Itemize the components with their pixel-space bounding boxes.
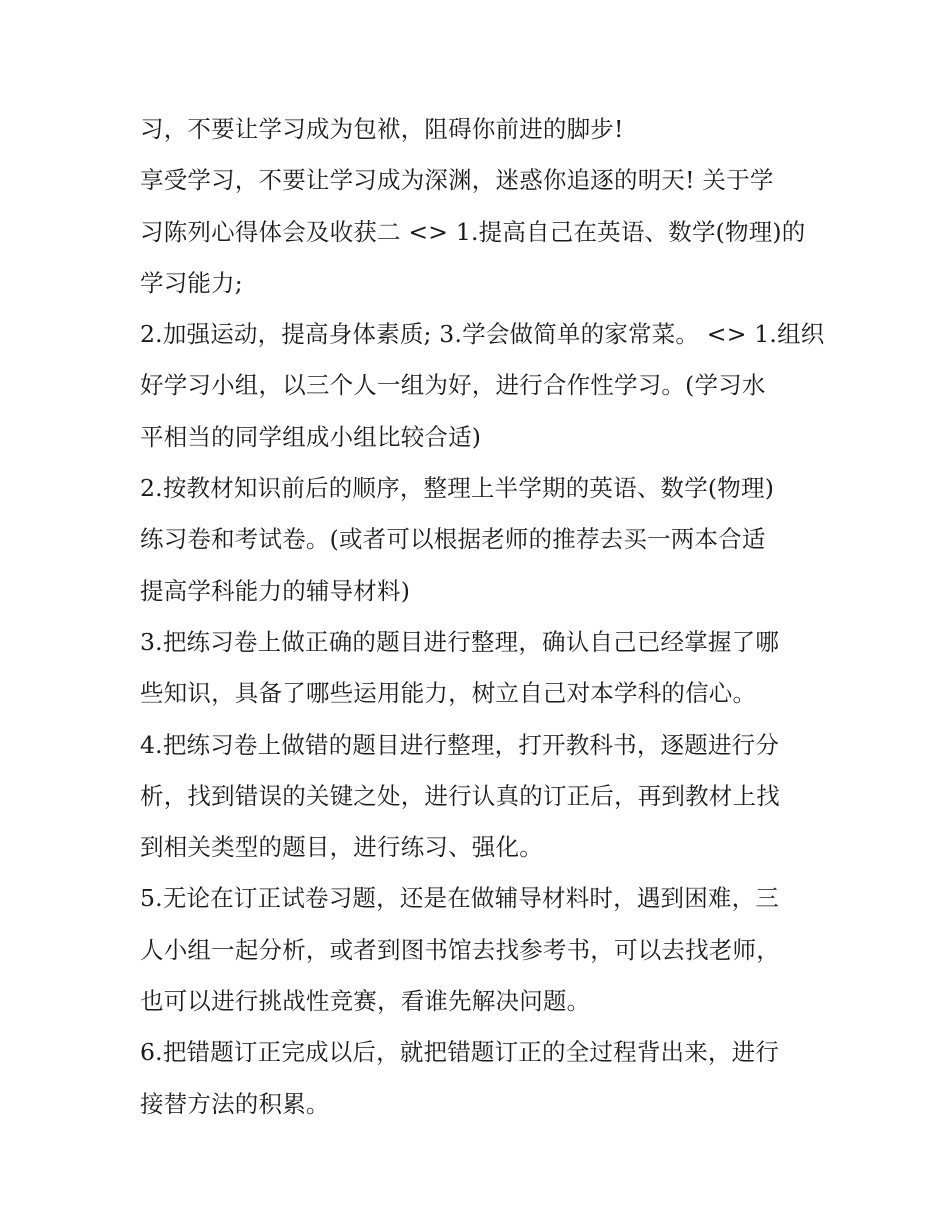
text-line: 平相当的同学组成小组比较合适) (140, 422, 482, 451)
text-line: 人小组一起分析，或者到图书馆去找参考书，可以去找老师， (140, 935, 780, 964)
text-line: 练习卷和考试卷。(或者可以根据老师的推荐去买一两本合适 (140, 525, 766, 554)
text-line: 6.把错题订正完成以后，就把错题订正的全过程背出来，进行 (140, 1038, 780, 1067)
text-line: 析，找到错误的关键之处，进行认真的订正后，再到教材上找 (140, 781, 780, 810)
text-line: 也可以进行挑战性竞赛，看谁先解决问题。 (140, 987, 591, 1016)
text-line: 到相关类型的题目，进行练习、强化。 (140, 833, 543, 862)
text-line: 学习能力; (140, 268, 243, 297)
text-line: 习，不要让学习成为包袱，阻碍你前进的脚步! (140, 115, 624, 143)
text-line: 2.按教材知识前后的顺序，整理上半学期的英语、数学(物理) (140, 474, 775, 503)
text-line: 好学习小组，以三个人一组为好，进行合作性学习。(学习水 (140, 371, 766, 400)
text-line: 4.把练习卷上做错的题目进行整理，打开教科书，逐题进行分 (140, 730, 780, 759)
document-body (140, 104, 825, 1130)
text-line: 接替方法的积累。 (140, 1089, 330, 1118)
text-line: 些知识，具备了哪些运用能力，树立自己对本学科的信心。 (140, 679, 757, 708)
text-line: 5.无论在订正试卷习题，还是在做辅导材料时，遇到困难，三 (140, 884, 780, 913)
text-line: 3.把练习卷上做正确的题目进行整理，确认自己已经掌握了哪 (140, 627, 780, 656)
text-line: 习陈列心得体会及收获二 <> 1.提高自己在英语、数学(物理)的 (140, 217, 806, 246)
text-line: 享受学习，不要让学习成为深渊，迷惑你追逐的明天! 关于学 (140, 166, 774, 195)
text-line: 2.加强运动，提高身体素质; 3.学会做简单的家常菜。 <> 1.组织 (140, 320, 825, 349)
text-line: 提高学科能力的辅导材料) (140, 576, 411, 605)
